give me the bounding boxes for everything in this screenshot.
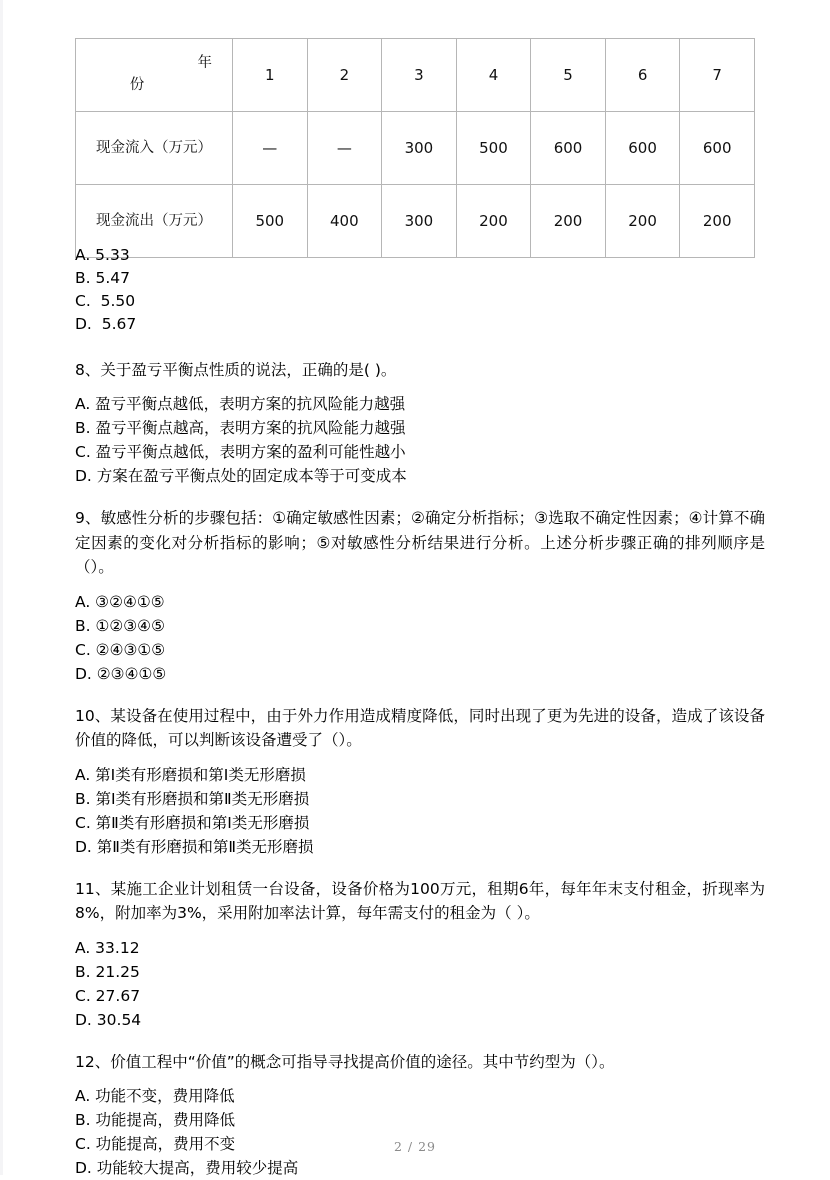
corner-period-label: 份 [129, 77, 145, 93]
q8-option-d[interactable]: D. 方案在盈亏平衡点处的固定成本等于可变成本 [75, 467, 407, 485]
row-label-cash-inflow: 现金流入（万元） [76, 112, 233, 185]
q11-option-a[interactable]: A. 33.12 [75, 938, 140, 957]
spacer [75, 336, 765, 358]
q10-option-c[interactable]: C. 第Ⅱ类有形磨损和第Ⅰ类无形磨损 [75, 813, 310, 832]
spacer [75, 926, 765, 936]
q7-option-d[interactable]: D. 5.67 [75, 315, 137, 333]
table-header-year-5: 5 [531, 39, 606, 112]
spacer [75, 580, 765, 590]
q9-option-d[interactable]: D. ②③④①⑤ [75, 664, 167, 683]
spacer [75, 859, 765, 877]
q11-stem: 11、某施工企业计划租赁一台设备，设备价格为100万元，租期6年，每年年末支付租金，折现率为8%，附加率为3%，采用附加率法计算，每年需支付的租金为（ ）。 [75, 879, 765, 922]
q9-stem: 9、敏感性分析的步骤包括：①确定敏感性因素；②确定分析指标；③选取不确定性因素；④计算不确定因素的变化对分析指标的影响；⑤对敏感性分析结果进行分析。上述分析步骤正确的排列顺序是（）。 [75, 509, 765, 576]
cash-inflow-y2: — [307, 112, 382, 185]
table-header-year-4: 4 [456, 39, 531, 112]
table-row [76, 112, 755, 185]
q9-option-c[interactable]: C. ②④③①⑤ [75, 640, 166, 659]
cashflow-table [75, 38, 755, 258]
cash-outflow-y5: 200 [531, 185, 606, 258]
q8-option-c[interactable]: C. 盈亏平衡点越低，表明方案的盈利可能性越小 [75, 443, 406, 461]
q12-option-d[interactable]: D. 功能较大提高，费用较少提高 [75, 1158, 299, 1177]
q12-option-c[interactable]: C. 功能提高，费用不变 [75, 1134, 236, 1153]
q11-option-b[interactable]: B. 21.25 [75, 962, 140, 981]
q7-option-a[interactable]: A. 5.33 [75, 246, 130, 264]
q8-stem: 8、关于盈亏平衡点性质的说法，正确的是( )。 [75, 361, 397, 379]
q7-option-c[interactable]: C. 5.50 [75, 292, 136, 310]
question-block-q9 [75, 506, 765, 686]
spacer [75, 686, 765, 704]
questions-container [75, 244, 765, 1180]
corner-year-label: 年 [197, 55, 212, 72]
cash-outflow-y4: 200 [456, 185, 531, 258]
q10-stem: 10、某设备在使用过程中，由于外力作用造成精度降低，同时出现了更为先进的设备，造成了该设备价值的降低，可以判断该设备遭受了（）。 [75, 706, 765, 749]
cash-outflow-y3: 300 [382, 185, 457, 258]
table-header-year-7: 7 [680, 39, 755, 112]
q7-option-b[interactable]: B. 5.47 [75, 269, 130, 287]
spacer [75, 1032, 765, 1050]
question-block-q12 [75, 1050, 765, 1180]
q9-option-b[interactable]: B. ①②③④⑤ [75, 616, 165, 635]
q8-option-a[interactable]: A. 盈亏平衡点越低，表明方案的抗风险能力越强 [75, 395, 406, 413]
question-block-q7 [75, 244, 765, 336]
q11-option-d[interactable]: D. 30.54 [75, 1010, 142, 1029]
spacer [75, 382, 765, 392]
table-header-year-1: 1 [233, 39, 308, 112]
cash-outflow-y6: 200 [605, 185, 680, 258]
cash-outflow-y7: 200 [680, 185, 755, 258]
q11-option-c[interactable]: C. 27.67 [75, 986, 141, 1005]
row-label-cash-outflow: 现金流出（万元） [76, 185, 233, 258]
spacer [75, 488, 765, 506]
table-header-year-2: 2 [307, 39, 382, 112]
q10-option-a[interactable]: A. 第Ⅰ类有形磨损和第Ⅰ类无形磨损 [75, 765, 306, 784]
q12-option-b[interactable]: B. 功能提高，费用降低 [75, 1110, 235, 1129]
cash-inflow-y3: 300 [382, 112, 457, 185]
q8-option-b[interactable]: B. 盈亏平衡点越高，表明方案的抗风险能力越强 [75, 419, 406, 437]
question-block-q11 [75, 877, 765, 1032]
table-header-row [76, 39, 755, 112]
page-number-footer: 2 / 29 [393, 1139, 437, 1154]
q12-stem: 12、价值工程中“价值”的概念可指导寻找提高价值的途径。其中节约型为（）。 [75, 1052, 615, 1071]
q9-option-a[interactable]: A. ③②④①⑤ [75, 592, 165, 611]
table-header-year-6: 6 [605, 39, 680, 112]
cash-inflow-y1: — [233, 112, 308, 185]
question-block-q10 [75, 704, 765, 859]
q10-option-b[interactable]: B. 第Ⅰ类有形磨损和第Ⅱ类无形磨损 [75, 789, 310, 808]
cash-inflow-y5: 600 [531, 112, 606, 185]
spacer [75, 753, 765, 763]
cash-outflow-y1: 500 [233, 185, 308, 258]
q12-option-a[interactable]: A. 功能不变，费用降低 [75, 1086, 235, 1105]
corner-split-label [84, 53, 224, 97]
cash-inflow-y7: 600 [680, 112, 755, 185]
cash-inflow-y6: 600 [605, 112, 680, 185]
cash-inflow-y4: 500 [456, 112, 531, 185]
table-corner-cell [76, 39, 233, 112]
cash-outflow-y2: 400 [307, 185, 382, 258]
q10-option-d[interactable]: D. 第Ⅱ类有形磨损和第Ⅱ类无形磨损 [75, 837, 314, 856]
spacer [75, 1074, 765, 1084]
question-block-q8 [75, 358, 765, 488]
table-header-year-3: 3 [382, 39, 457, 112]
cashflow-table-container [75, 38, 755, 258]
